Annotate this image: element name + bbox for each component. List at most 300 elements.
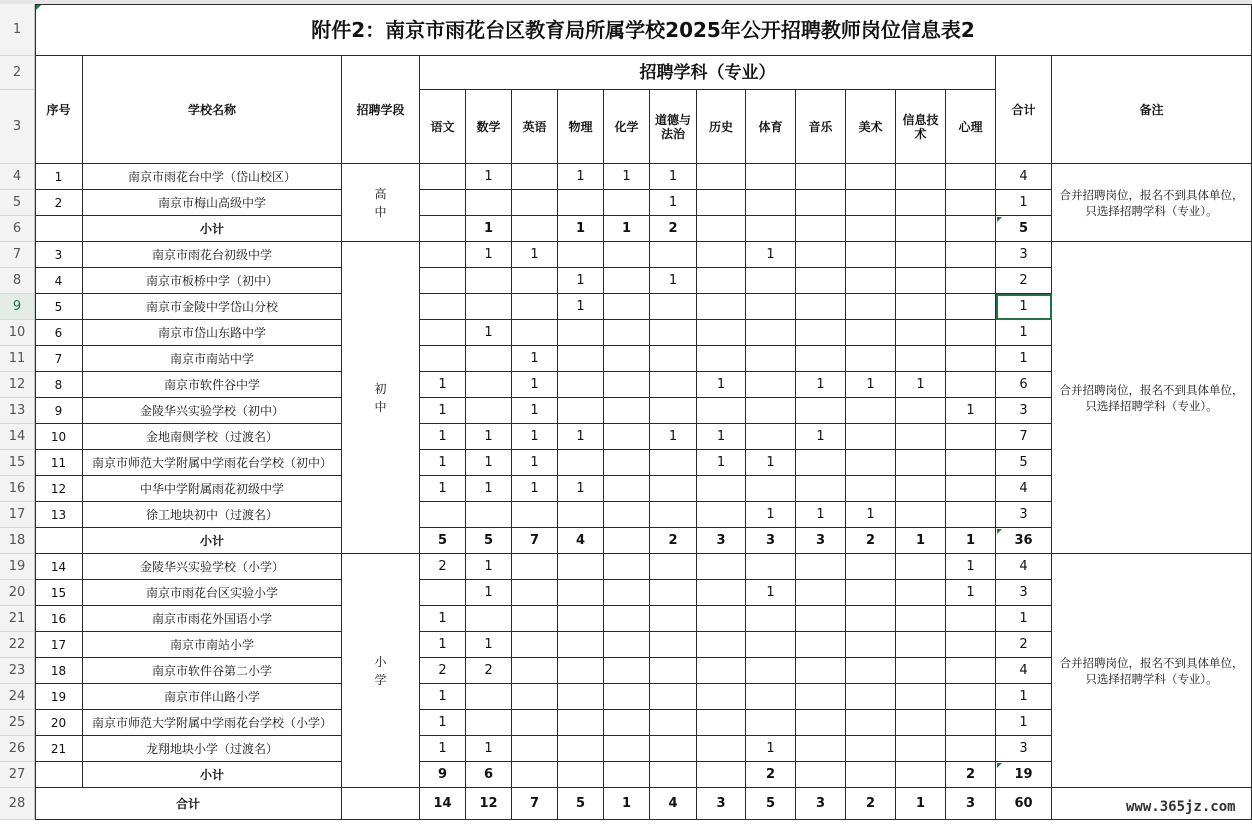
subject-count-cell[interactable] (746, 294, 796, 320)
subtotal-count-cell[interactable] (896, 762, 946, 788)
header-subject[interactable]: 音乐 (796, 90, 846, 164)
seq-cell[interactable]: 13 (35, 502, 83, 528)
school-name-cell[interactable]: 龙翔地块小学（过渡名） (83, 736, 342, 762)
subject-count-cell[interactable] (846, 606, 896, 632)
total-cell[interactable]: 1 (996, 190, 1052, 216)
school-name-cell[interactable]: 南京市金陵中学岱山分校 (83, 294, 342, 320)
subject-count-cell[interactable] (896, 424, 946, 450)
subject-count-cell[interactable] (604, 450, 650, 476)
subject-count-cell[interactable] (466, 294, 512, 320)
subtotal-count-cell[interactable] (512, 216, 558, 242)
subject-count-cell[interactable] (697, 736, 746, 762)
subtotal-count-cell[interactable] (697, 216, 746, 242)
school-name-cell[interactable]: 南京市板桥中学（初中） (83, 268, 342, 294)
row-header[interactable]: 14 (0, 424, 35, 450)
subject-count-cell[interactable] (896, 658, 946, 684)
seq-cell[interactable]: 21 (35, 736, 83, 762)
subject-count-cell[interactable] (796, 320, 846, 346)
subtotal-count-cell[interactable] (604, 528, 650, 554)
subject-count-cell[interactable] (946, 164, 996, 190)
subject-count-cell[interactable] (420, 242, 466, 268)
subject-count-cell[interactable] (846, 710, 896, 736)
row-header[interactable]: 22 (0, 632, 35, 658)
subject-count-cell[interactable] (796, 190, 846, 216)
subject-count-cell[interactable] (846, 632, 896, 658)
subject-count-cell[interactable] (697, 190, 746, 216)
subject-count-cell[interactable]: 1 (512, 398, 558, 424)
remark-cell[interactable]: 合并招聘岗位，报名不到具体单位，只选择招聘学科（专业）。 (1052, 242, 1252, 554)
row-header[interactable]: 2 (0, 56, 35, 90)
subtotal-label[interactable]: 小计 (83, 762, 342, 788)
seq-cell[interactable]: 7 (35, 346, 83, 372)
row-header[interactable]: 13 (0, 398, 35, 424)
header-subject[interactable]: 心理 (946, 90, 996, 164)
grand-total-label[interactable]: 合计 (35, 788, 342, 820)
subject-count-cell[interactable]: 1 (697, 450, 746, 476)
subject-count-cell[interactable] (650, 476, 697, 502)
school-name-cell[interactable]: 南京市软件谷中学 (83, 372, 342, 398)
header-subject[interactable]: 英语 (512, 90, 558, 164)
total-cell[interactable]: 5 (996, 450, 1052, 476)
subject-count-cell[interactable]: 1 (420, 710, 466, 736)
subtotal-count-cell[interactable] (796, 762, 846, 788)
total-cell[interactable]: 3 (996, 580, 1052, 606)
row-header[interactable]: 8 (0, 268, 35, 294)
subject-count-cell[interactable] (846, 190, 896, 216)
subject-count-cell[interactable] (746, 606, 796, 632)
header-remark[interactable]: 备注 (1052, 56, 1252, 164)
row-header[interactable]: 16 (0, 476, 35, 502)
subject-count-cell[interactable]: 1 (466, 736, 512, 762)
subject-count-cell[interactable] (946, 450, 996, 476)
subject-count-cell[interactable]: 1 (420, 424, 466, 450)
subject-count-cell[interactable] (846, 346, 896, 372)
grand-total-count-cell[interactable]: 4 (650, 788, 697, 820)
grand-total-count-cell[interactable]: 2 (846, 788, 896, 820)
subject-count-cell[interactable] (512, 164, 558, 190)
seq-cell[interactable]: 11 (35, 450, 83, 476)
seq-cell[interactable]: 15 (35, 580, 83, 606)
subject-count-cell[interactable]: 1 (466, 476, 512, 502)
remark-cell[interactable]: 合并招聘岗位，报名不到具体单位，只选择招聘学科（专业）。 (1052, 164, 1252, 242)
subtotal-count-cell[interactable]: 3 (796, 528, 846, 554)
subject-count-cell[interactable] (796, 476, 846, 502)
subject-count-cell[interactable]: 1 (558, 424, 604, 450)
subject-count-cell[interactable] (796, 346, 846, 372)
subject-count-cell[interactable] (946, 346, 996, 372)
subject-count-cell[interactable] (650, 294, 697, 320)
subject-count-cell[interactable]: 1 (746, 242, 796, 268)
subtotal-blank-cell[interactable] (35, 528, 83, 554)
subject-count-cell[interactable]: 2 (420, 554, 466, 580)
subject-count-cell[interactable] (846, 268, 896, 294)
row-header[interactable]: 7 (0, 242, 35, 268)
grand-total-count-cell[interactable]: 5 (746, 788, 796, 820)
row-header[interactable]: 11 (0, 346, 35, 372)
subject-count-cell[interactable] (466, 398, 512, 424)
subject-count-cell[interactable] (796, 632, 846, 658)
subject-count-cell[interactable]: 1 (558, 268, 604, 294)
subject-count-cell[interactable] (896, 554, 946, 580)
subtotal-blank-cell[interactable] (35, 762, 83, 788)
subject-count-cell[interactable] (697, 346, 746, 372)
subject-count-cell[interactable]: 1 (466, 164, 512, 190)
subject-count-cell[interactable] (896, 502, 946, 528)
subtotal-count-cell[interactable]: 2 (650, 528, 697, 554)
seq-cell[interactable]: 18 (35, 658, 83, 684)
subject-count-cell[interactable] (650, 554, 697, 580)
subject-count-cell[interactable] (650, 632, 697, 658)
subject-count-cell[interactable]: 1 (604, 164, 650, 190)
subject-count-cell[interactable]: 1 (420, 450, 466, 476)
school-name-cell[interactable]: 中华中学附属雨花初级中学 (83, 476, 342, 502)
subject-count-cell[interactable] (604, 398, 650, 424)
subject-count-cell[interactable] (604, 424, 650, 450)
subtotal-label[interactable]: 小计 (83, 528, 342, 554)
subject-count-cell[interactable]: 1 (697, 424, 746, 450)
subject-count-cell[interactable]: 1 (466, 424, 512, 450)
subject-count-cell[interactable] (604, 476, 650, 502)
grand-total-count-cell[interactable]: 12 (466, 788, 512, 820)
subject-count-cell[interactable]: 1 (466, 632, 512, 658)
subject-count-cell[interactable]: 1 (512, 372, 558, 398)
subtotal-count-cell[interactable]: 1 (466, 216, 512, 242)
subject-count-cell[interactable] (697, 658, 746, 684)
school-name-cell[interactable]: 南京市师范大学附属中学雨花台学校（小学） (83, 710, 342, 736)
row-header[interactable]: 17 (0, 502, 35, 528)
subject-count-cell[interactable] (796, 164, 846, 190)
subject-count-cell[interactable] (420, 268, 466, 294)
remark-cell[interactable]: 合并招聘岗位，报名不到具体单位，只选择招聘学科（专业）。 (1052, 554, 1252, 788)
total-cell[interactable]: 3 (996, 398, 1052, 424)
subject-count-cell[interactable] (558, 372, 604, 398)
subject-count-cell[interactable] (558, 190, 604, 216)
subject-count-cell[interactable]: 1 (746, 736, 796, 762)
row-header[interactable]: 24 (0, 684, 35, 710)
subject-count-cell[interactable] (846, 580, 896, 606)
subject-count-cell[interactable] (796, 580, 846, 606)
header-school[interactable]: 学校名称 (83, 56, 342, 164)
subtotal-count-cell[interactable] (746, 216, 796, 242)
school-name-cell[interactable]: 南京市南站中学 (83, 346, 342, 372)
subject-count-cell[interactable]: 1 (420, 398, 466, 424)
row-header[interactable]: 19 (0, 554, 35, 580)
subject-count-cell[interactable] (846, 320, 896, 346)
subject-count-cell[interactable] (604, 580, 650, 606)
subject-count-cell[interactable] (697, 242, 746, 268)
subject-count-cell[interactable] (946, 710, 996, 736)
subject-count-cell[interactable] (512, 632, 558, 658)
header-subject-group[interactable]: 招聘学科（专业） (420, 56, 996, 90)
subject-count-cell[interactable]: 1 (796, 502, 846, 528)
row-header[interactable]: 15 (0, 450, 35, 476)
subject-count-cell[interactable] (650, 346, 697, 372)
subject-count-cell[interactable] (946, 294, 996, 320)
subject-count-cell[interactable] (697, 632, 746, 658)
subject-count-cell[interactable]: 1 (946, 554, 996, 580)
seq-cell[interactable]: 2 (35, 190, 83, 216)
subtotal-blank-cell[interactable] (35, 216, 83, 242)
subject-count-cell[interactable]: 1 (946, 398, 996, 424)
subject-count-cell[interactable] (650, 606, 697, 632)
grand-total-blank[interactable] (342, 788, 420, 820)
grand-total-count-cell[interactable]: 1 (604, 788, 650, 820)
total-cell[interactable]: 2 (996, 632, 1052, 658)
subject-count-cell[interactable] (796, 242, 846, 268)
subject-count-cell[interactable] (558, 398, 604, 424)
school-name-cell[interactable]: 南京市雨花台初级中学 (83, 242, 342, 268)
subject-count-cell[interactable] (796, 268, 846, 294)
subject-count-cell[interactable]: 1 (420, 632, 466, 658)
subject-count-cell[interactable]: 1 (946, 580, 996, 606)
subject-count-cell[interactable] (697, 476, 746, 502)
subject-count-cell[interactable] (650, 398, 697, 424)
subject-count-cell[interactable] (650, 684, 697, 710)
school-name-cell[interactable]: 金陵华兴实验学校（初中） (83, 398, 342, 424)
subtotal-count-cell[interactable]: 4 (558, 528, 604, 554)
subject-count-cell[interactable] (604, 606, 650, 632)
subject-count-cell[interactable] (746, 372, 796, 398)
subject-count-cell[interactable] (697, 164, 746, 190)
total-cell[interactable]: 4 (996, 554, 1052, 580)
subject-count-cell[interactable] (604, 736, 650, 762)
seq-cell[interactable]: 4 (35, 268, 83, 294)
subject-count-cell[interactable]: 1 (746, 502, 796, 528)
subtotal-count-cell[interactable]: 2 (946, 762, 996, 788)
subject-count-cell[interactable] (796, 294, 846, 320)
subject-count-cell[interactable] (650, 320, 697, 346)
subject-count-cell[interactable] (512, 268, 558, 294)
subject-count-cell[interactable]: 1 (846, 372, 896, 398)
subtotal-count-cell[interactable]: 5 (420, 528, 466, 554)
subject-count-cell[interactable] (697, 606, 746, 632)
header-subject[interactable]: 信息技术 (896, 90, 946, 164)
subject-count-cell[interactable] (896, 580, 946, 606)
stage-cell[interactable] (342, 164, 420, 242)
subject-count-cell[interactable]: 1 (650, 190, 697, 216)
row-header[interactable]: 25 (0, 710, 35, 736)
subject-count-cell[interactable] (604, 502, 650, 528)
subtotal-count-cell[interactable]: 1 (558, 216, 604, 242)
subject-count-cell[interactable] (604, 684, 650, 710)
subject-count-cell[interactable] (512, 658, 558, 684)
subject-count-cell[interactable] (466, 268, 512, 294)
subject-count-cell[interactable]: 1 (420, 372, 466, 398)
subtotal-count-cell[interactable] (558, 762, 604, 788)
seq-cell[interactable]: 10 (35, 424, 83, 450)
subject-count-cell[interactable] (650, 450, 697, 476)
subject-count-cell[interactable]: 1 (466, 554, 512, 580)
subject-count-cell[interactable] (650, 502, 697, 528)
subject-count-cell[interactable]: 1 (512, 476, 558, 502)
subject-count-cell[interactable] (796, 554, 846, 580)
subject-count-cell[interactable] (420, 320, 466, 346)
subtotal-count-cell[interactable]: 2 (650, 216, 697, 242)
subtotal-count-cell[interactable] (846, 762, 896, 788)
subtotal-count-cell[interactable] (650, 762, 697, 788)
subject-count-cell[interactable] (558, 320, 604, 346)
subject-count-cell[interactable] (746, 190, 796, 216)
seq-cell[interactable]: 1 (35, 164, 83, 190)
subtotal-count-cell[interactable] (512, 762, 558, 788)
grand-total-count-cell[interactable]: 3 (796, 788, 846, 820)
subject-count-cell[interactable] (946, 736, 996, 762)
subject-count-cell[interactable]: 1 (420, 736, 466, 762)
subtotal-count-cell[interactable] (604, 762, 650, 788)
grand-total-count-cell[interactable]: 14 (420, 788, 466, 820)
subject-count-cell[interactable]: 1 (558, 476, 604, 502)
subtotal-total-cell[interactable]: 36 (996, 528, 1052, 554)
total-cell[interactable]: 1 (996, 346, 1052, 372)
subject-count-cell[interactable] (846, 554, 896, 580)
subject-count-cell[interactable] (896, 268, 946, 294)
subject-count-cell[interactable] (896, 190, 946, 216)
subject-count-cell[interactable]: 1 (512, 450, 558, 476)
subject-count-cell[interactable] (420, 190, 466, 216)
total-cell[interactable]: 1 (996, 606, 1052, 632)
total-cell[interactable]: 4 (996, 164, 1052, 190)
subject-count-cell[interactable]: 1 (746, 580, 796, 606)
subject-count-cell[interactable] (466, 346, 512, 372)
row-header[interactable]: 6 (0, 216, 35, 242)
header-stage[interactable]: 招聘学段 (342, 56, 420, 164)
subject-count-cell[interactable] (697, 554, 746, 580)
subject-count-cell[interactable] (846, 242, 896, 268)
subject-count-cell[interactable] (846, 164, 896, 190)
school-name-cell[interactable]: 南京市伴山路小学 (83, 684, 342, 710)
subject-count-cell[interactable]: 1 (512, 242, 558, 268)
subject-count-cell[interactable]: 2 (466, 658, 512, 684)
subtotal-count-cell[interactable]: 1 (604, 216, 650, 242)
subtotal-count-cell[interactable]: 3 (746, 528, 796, 554)
header-subject[interactable]: 数学 (466, 90, 512, 164)
seq-cell[interactable]: 14 (35, 554, 83, 580)
row-header[interactable]: 12 (0, 372, 35, 398)
total-cell[interactable]: 1 (996, 710, 1052, 736)
subject-count-cell[interactable] (697, 398, 746, 424)
subject-count-cell[interactable] (604, 658, 650, 684)
subtotal-count-cell[interactable] (697, 762, 746, 788)
school-name-cell[interactable]: 金地南侧学校（过渡名） (83, 424, 342, 450)
subject-count-cell[interactable] (946, 658, 996, 684)
subject-count-cell[interactable] (846, 476, 896, 502)
subject-count-cell[interactable]: 1 (420, 684, 466, 710)
subject-count-cell[interactable] (466, 710, 512, 736)
subject-count-cell[interactable] (558, 554, 604, 580)
subtotal-count-cell[interactable]: 6 (466, 762, 512, 788)
subject-count-cell[interactable] (604, 320, 650, 346)
stage-cell[interactable] (342, 554, 420, 788)
subject-count-cell[interactable] (558, 242, 604, 268)
subtotal-count-cell[interactable]: 9 (420, 762, 466, 788)
seq-cell[interactable]: 17 (35, 632, 83, 658)
row-header[interactable]: 10 (0, 320, 35, 346)
subject-count-cell[interactable] (604, 372, 650, 398)
school-name-cell[interactable]: 徐工地块初中（过渡名） (83, 502, 342, 528)
subject-count-cell[interactable]: 1 (846, 502, 896, 528)
subject-count-cell[interactable] (746, 632, 796, 658)
subject-count-cell[interactable] (796, 606, 846, 632)
subtotal-count-cell[interactable]: 1 (946, 528, 996, 554)
seq-cell[interactable]: 19 (35, 684, 83, 710)
subject-count-cell[interactable] (604, 190, 650, 216)
subject-count-cell[interactable] (512, 710, 558, 736)
subject-count-cell[interactable] (746, 164, 796, 190)
subtotal-count-cell[interactable] (420, 216, 466, 242)
school-name-cell[interactable]: 南京市雨花台区实验小学 (83, 580, 342, 606)
subject-count-cell[interactable] (512, 190, 558, 216)
row-header[interactable]: 4 (0, 164, 35, 190)
subject-count-cell[interactable] (604, 632, 650, 658)
grand-total-count-cell[interactable]: 5 (558, 788, 604, 820)
subject-count-cell[interactable] (650, 736, 697, 762)
subject-count-cell[interactable] (697, 294, 746, 320)
subject-count-cell[interactable] (697, 502, 746, 528)
school-name-cell[interactable]: 金陵华兴实验学校（小学） (83, 554, 342, 580)
subtotal-count-cell[interactable]: 7 (512, 528, 558, 554)
subject-count-cell[interactable] (946, 320, 996, 346)
subject-count-cell[interactable] (846, 736, 896, 762)
subject-count-cell[interactable] (558, 346, 604, 372)
subject-count-cell[interactable] (746, 320, 796, 346)
subject-count-cell[interactable] (796, 736, 846, 762)
subject-count-cell[interactable] (697, 710, 746, 736)
subject-count-cell[interactable] (420, 164, 466, 190)
subject-count-cell[interactable] (604, 294, 650, 320)
selected-total-cell[interactable]: 1 (996, 294, 1052, 320)
grand-total-count-cell[interactable]: 7 (512, 788, 558, 820)
subject-count-cell[interactable] (512, 502, 558, 528)
seq-cell[interactable]: 12 (35, 476, 83, 502)
subject-count-cell[interactable] (558, 450, 604, 476)
seq-cell[interactable]: 16 (35, 606, 83, 632)
subject-count-cell[interactable] (466, 502, 512, 528)
subject-count-cell[interactable] (746, 398, 796, 424)
subject-count-cell[interactable] (946, 372, 996, 398)
subject-count-cell[interactable]: 1 (420, 606, 466, 632)
subject-count-cell[interactable] (466, 606, 512, 632)
header-subject[interactable]: 化学 (604, 90, 650, 164)
subtotal-count-cell[interactable] (796, 216, 846, 242)
subject-count-cell[interactable]: 1 (512, 424, 558, 450)
subject-count-cell[interactable] (697, 684, 746, 710)
subject-count-cell[interactable]: 1 (466, 450, 512, 476)
subject-count-cell[interactable] (946, 190, 996, 216)
subject-count-cell[interactable]: 1 (466, 580, 512, 606)
grand-total-count-cell[interactable]: 1 (896, 788, 946, 820)
subject-count-cell[interactable] (558, 632, 604, 658)
row-header[interactable]: 9 (0, 294, 35, 320)
subject-count-cell[interactable] (558, 606, 604, 632)
subject-count-cell[interactable] (512, 294, 558, 320)
subject-count-cell[interactable] (420, 346, 466, 372)
subtotal-count-cell[interactable] (896, 216, 946, 242)
subject-count-cell[interactable] (558, 580, 604, 606)
subject-count-cell[interactable] (946, 502, 996, 528)
subject-count-cell[interactable]: 1 (896, 372, 946, 398)
subtotal-count-cell[interactable]: 3 (697, 528, 746, 554)
total-cell[interactable]: 6 (996, 372, 1052, 398)
subject-count-cell[interactable] (420, 294, 466, 320)
subject-count-cell[interactable] (846, 684, 896, 710)
subject-count-cell[interactable]: 1 (796, 424, 846, 450)
subject-count-cell[interactable] (896, 294, 946, 320)
header-subject[interactable]: 物理 (558, 90, 604, 164)
subject-count-cell[interactable] (796, 450, 846, 476)
seq-cell[interactable]: 6 (35, 320, 83, 346)
subject-count-cell[interactable] (896, 320, 946, 346)
subject-count-cell[interactable]: 1 (512, 346, 558, 372)
